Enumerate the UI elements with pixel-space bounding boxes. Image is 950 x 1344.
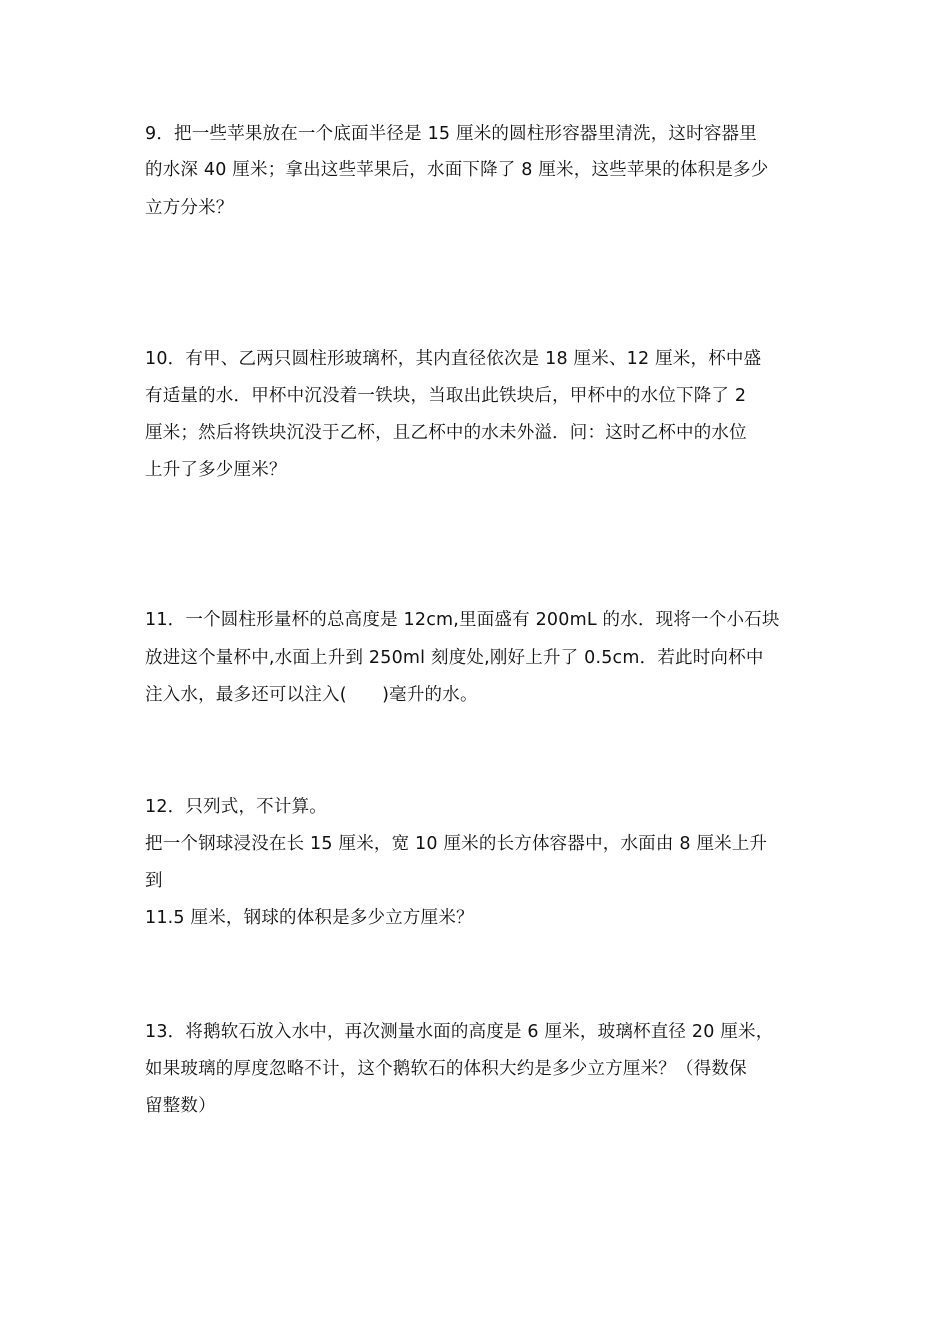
- question-10-line-1: 10．有甲、乙两只圆柱形玻璃杯，其内直径依次是 18 厘米、12 厘米，杯中盛: [145, 349, 762, 369]
- question-9-line-2: 的水深 40 厘米；拿出这些苹果后，水面下降了 8 厘米，这些苹果的体积是多少: [145, 160, 769, 180]
- question-9-line-3: 立方分米？: [145, 198, 234, 218]
- question-10-line-3: 厘米；然后将铁块沉没于乙杯，且乙杯中的水未外溢．问：这时乙杯中的水位: [145, 423, 747, 443]
- question-13-line-1: 13．将鹅软石放入水中，再次测量水面的高度是 6 厘米，玻璃杯直径 20 厘米，: [145, 1022, 774, 1042]
- question-12-line-1: 12．只列式，不计算。: [145, 797, 327, 817]
- question-12-line-3: 到: [145, 871, 163, 891]
- question-11-line-1: 11．一个圆柱形量杯的总高度是 12cm,里面盛有 200mL 的水．现将一个小石块: [145, 610, 780, 630]
- question-9-line-1: 9．把一些苹果放在一个底面半径是 15 厘米的圆柱形容器里清洗，这时容器里: [145, 124, 757, 144]
- question-12-line-4: 11.5 厘米，钢球的体积是多少立方厘米？: [145, 908, 474, 928]
- question-11-line-3: 注入水，最多还可以注入( )毫升的水。: [145, 685, 478, 705]
- question-13-line-3: 留整数）: [145, 1096, 216, 1116]
- question-13-line-2: 如果玻璃的厚度忽略不计，这个鹅软石的体积大约是多少立方厘米？（得数保: [145, 1059, 747, 1079]
- question-10-line-4: 上升了多少厘米？: [145, 460, 287, 480]
- question-12-line-2: 把一个钢球浸没在长 15 厘米，宽 10 厘米的长方体容器中，水面由 8 厘米上升: [145, 834, 768, 854]
- question-11-line-2: 放进这个量杯中,水面上升到 250ml 刻度处,刚好上升了 0.5cm．若此时向杯中: [145, 648, 764, 668]
- question-10-line-2: 有适量的水．甲杯中沉没着一铁块，当取出此铁块后，甲杯中的水位下降了 2: [145, 386, 747, 406]
